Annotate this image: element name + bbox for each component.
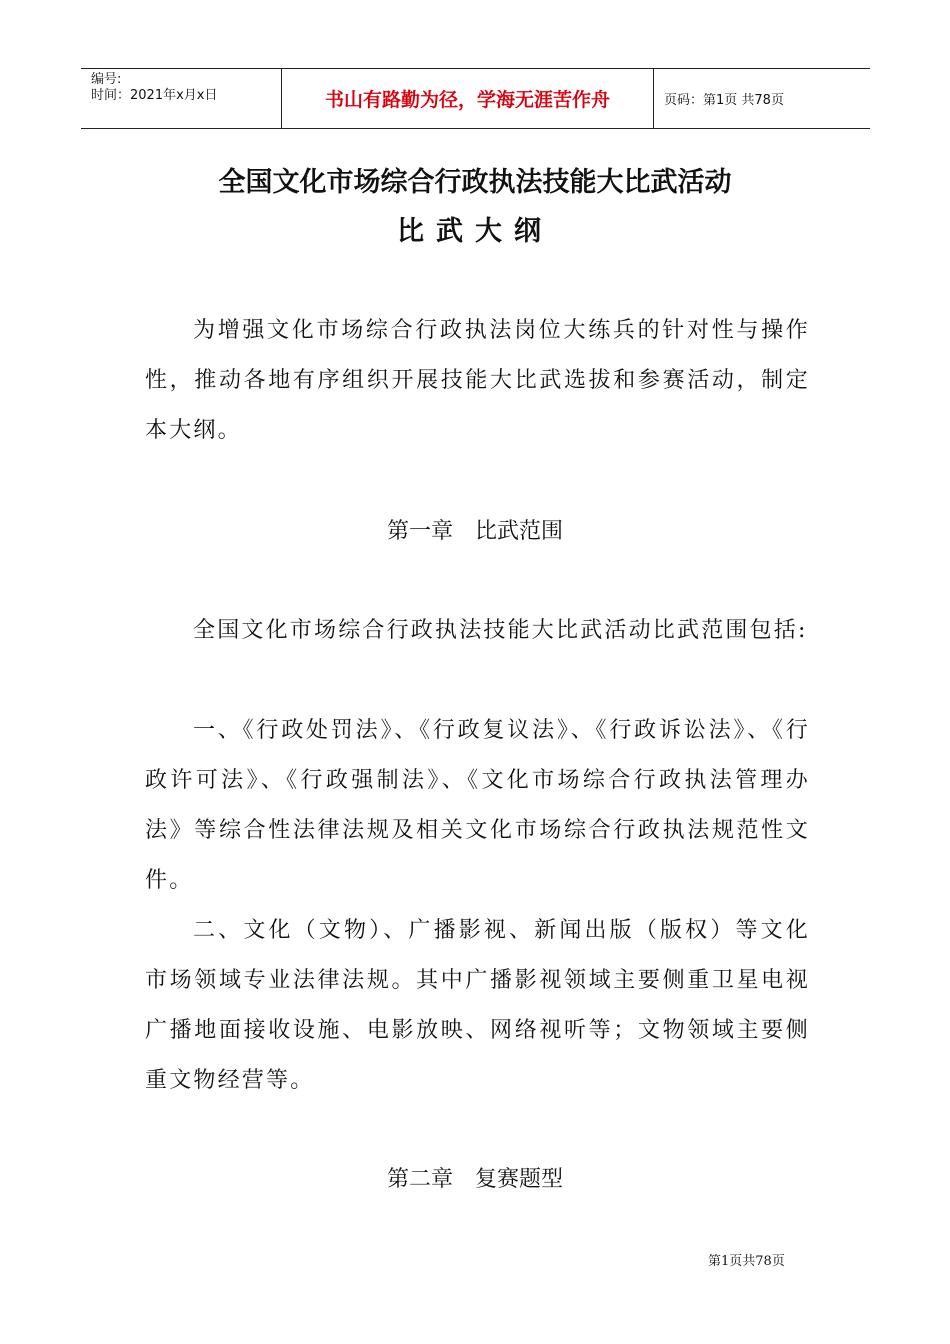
document-subtitle: 比武大纲 (397, 216, 553, 247)
document-title: 全国文化市场综合行政执法技能大比武活动 (218, 167, 732, 198)
page-footer: 第1页共78页 (708, 1254, 785, 1269)
chapter-1-paragraph-3: 二、文化（文物）、广播影视、新闻出版（版权）等文化市场领域专业法律法规。其中广播影视领域主要侧重卫星电视广播地面接收设施、电影放映、网络视听等；文物领域主要侧重文物经营等。 (145, 918, 810, 1093)
header-motto: 书山有路勤为径，学海无涯苦作舟 (282, 69, 654, 128)
page-header (81, 68, 870, 129)
chapter-1-paragraph-1: 全国文化市场综合行政执法技能大比武活动比武范围包括: (193, 618, 808, 643)
chapter-1-heading: 第一章 比武范围 (386, 519, 563, 544)
intro-paragraph: 为增强文化市场综合行政执法岗位大练兵的针对性与操作性，推动各地有序组织开展技能大比武选拔和参赛活动，制定本大纲。 (145, 318, 810, 443)
header-page-info: 页码：第1页 共78页 (664, 93, 784, 108)
chapter-1-paragraph-2: 一、《行政处罚法》、《行政复议法》、《行政诉讼法》、《行政许可法》、《行政强制法》、《文化市场综合行政执法管理办法》等综合性法律法规及相关文化市场综合行政执法规范性文件。 (145, 718, 810, 893)
time-label: 时间：2021年x月x日 (91, 88, 218, 103)
number-label: 编号: (91, 72, 122, 87)
chapter-2-heading: 第二章 复赛题型 (386, 1167, 563, 1192)
header-meta (81, 69, 282, 128)
